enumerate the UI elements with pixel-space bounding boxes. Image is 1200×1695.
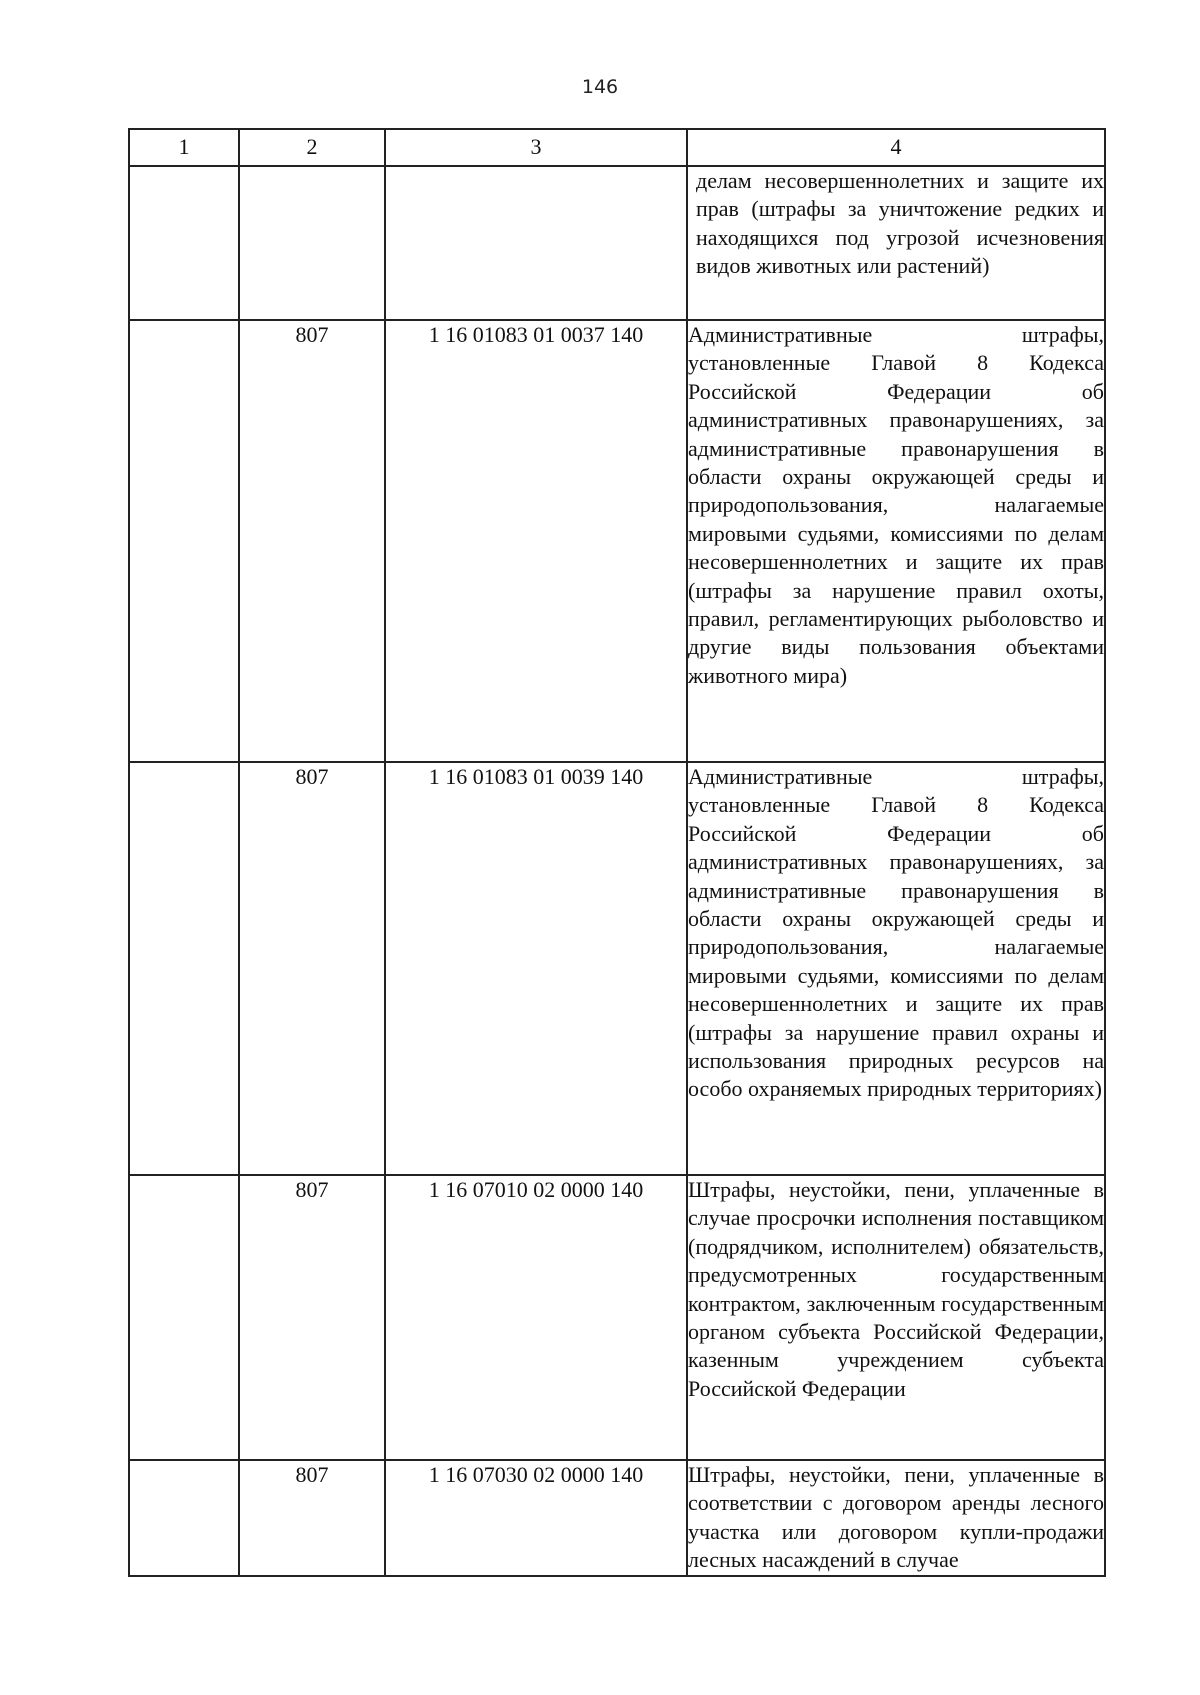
table-header: [129, 129, 1105, 166]
cell-admin-code: [239, 166, 385, 320]
table-row: [129, 320, 1105, 762]
cell-budget-code: 1 16 07010 02 0000 140: [385, 1175, 687, 1460]
cell-description: делам несовершеннолетних и защите их прав (штрафы за уничтожение редких и находящихся под угрозой исчезновения видов животных или растений): [687, 166, 1105, 320]
cell-budget-code: 1 16 01083 01 0037 140: [385, 320, 687, 762]
table-row: [129, 1460, 1105, 1576]
cell-budget-code: 1 16 07030 02 0000 140: [385, 1460, 687, 1576]
budget-codes-table: [128, 128, 1106, 1577]
table-row: [129, 762, 1105, 1175]
cell-description: Административные штрафы, установленные Главой 8 Кодекса Российской Федерации об административных правонарушениях, за административные правонарушения в области охраны окружающей среды и природопользования, налагаемые мировыми судьями, комиссиями по делам несовершеннолетних и защите их прав (штрафы за нарушение правил охраны и использования природных ресурсов на особо охраняемых природных территориях): [687, 762, 1105, 1175]
cell-col-1: [129, 166, 239, 320]
cell-admin-code: 807: [239, 1175, 385, 1460]
cell-admin-code: 807: [239, 762, 385, 1175]
cell-budget-code: [385, 166, 687, 320]
table-body: [129, 166, 1105, 1576]
page-number: 146: [581, 76, 619, 98]
cell-col-1: [129, 762, 239, 1175]
cell-admin-code: 807: [239, 1460, 385, 1576]
table-row: [129, 1175, 1105, 1460]
table-row: [129, 166, 1105, 320]
cell-description: Административные штрафы, установленные Главой 8 Кодекса Российской Федерации об административных правонарушениях, за административные правонарушения в области охраны окружающей среды и природопользования, налагаемые мировыми судьями, комиссиями по делам несовершеннолетних и защите их прав (штрафы за нарушение правил охоты, правил, регламентирующих рыболовство и другие виды пользования объектами животного мира): [687, 320, 1105, 762]
header-col-4: 4: [687, 129, 1105, 166]
cell-col-1: [129, 1175, 239, 1460]
header-row: [129, 129, 1105, 166]
cell-col-1: [129, 1460, 239, 1576]
header-col-2: 2: [239, 129, 385, 166]
cell-col-1: [129, 320, 239, 762]
header-col-1: 1: [129, 129, 239, 166]
cell-admin-code: 807: [239, 320, 385, 762]
cell-budget-code: 1 16 01083 01 0039 140: [385, 762, 687, 1175]
cell-description: Штрафы, неустойки, пени, уплаченные в случае просрочки исполнения поставщиком (подрядчиком, исполнителем) обязательств, предусмотренных государственным контрактом, заключенным государственным органом субъекта Российской Федерации, казенным учреждением субъекта Российской Федерации: [687, 1175, 1105, 1460]
cell-description: Штрафы, неустойки, пени, уплаченные в соответствии с договором аренды лесного участка или договором купли-продажи лесных насаждений в случае: [687, 1460, 1105, 1576]
header-col-3: 3: [385, 129, 687, 166]
